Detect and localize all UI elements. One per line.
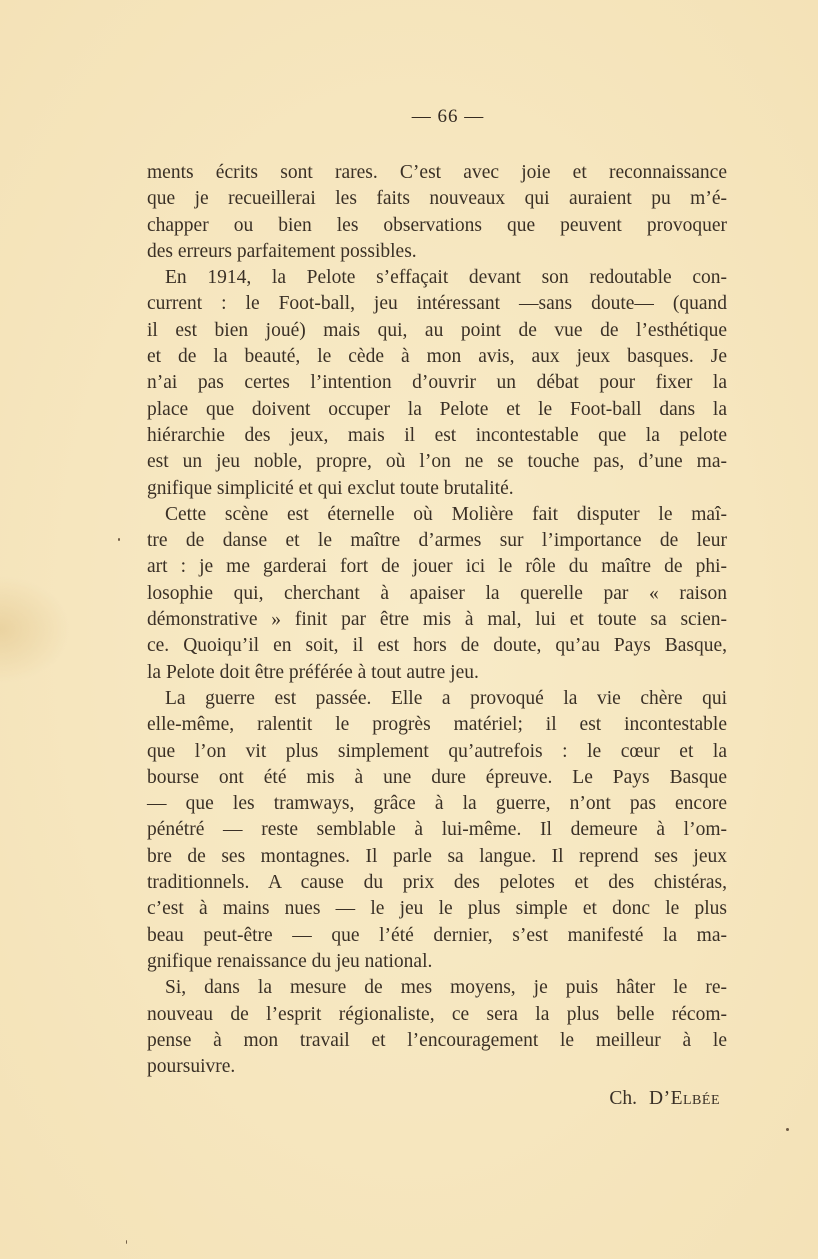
text-line: place que doivent occuper la Pelote et le Foot-ball dans la bbox=[147, 398, 727, 420]
text-line: bre de ses montagnes. Il parle sa langue. Il reprend ses jeux bbox=[147, 845, 727, 867]
text-line: il est bien joué) mais qui, au point de vue de l’esthétique bbox=[147, 319, 727, 341]
text-line: tre de danse et le maître d’armes sur l’importance de leur bbox=[147, 530, 727, 552]
text-line: hiérarchie des jeux, mais il est incontestable que la pelote bbox=[147, 424, 727, 446]
text-line: Si, dans la mesure de mes moyens, je puis hâter le re- bbox=[165, 977, 727, 999]
text-line: Cette scène est éternelle où Molière fait disputer le maî- bbox=[165, 503, 727, 525]
text-line: et de la beauté, le cède à mon avis, aux jeux basques. Je bbox=[147, 346, 727, 368]
text-line: poursuivre. bbox=[147, 1056, 236, 1078]
text-line: art : je me garderai fort de jouer ici le rôle du maître de phi- bbox=[147, 556, 727, 578]
text-line: pense à mon travail et l’encouragement le meilleur à le bbox=[147, 1029, 727, 1051]
text-line: bourse ont été mis à une dure épreuve. Le Pays Basque bbox=[147, 766, 727, 788]
text-line: beau peut-être — que l’été dernier, s’est manifesté la ma- bbox=[147, 924, 727, 946]
text-line: la Pelote doit être préférée à tout autre jeu. bbox=[147, 661, 479, 683]
text-line: gnifique simplicité et qui exclut toute brutalité. bbox=[147, 477, 514, 499]
paper-speck bbox=[126, 1240, 127, 1244]
text-line: nouveau de l’esprit régionaliste, ce sera la plus belle récom- bbox=[147, 1003, 727, 1025]
text-line: elle-même, ralentit le progrès matériel; il est incontestable bbox=[147, 714, 727, 736]
text-line: est un jeu noble, propre, où l’on ne se touche pas, d’une ma- bbox=[147, 451, 727, 473]
text-line: La guerre est passée. Elle a provoqué la vie chère qui bbox=[165, 687, 727, 709]
text-line: des erreurs parfaitement possibles. bbox=[147, 240, 417, 262]
text-line: En 1914, la Pelote s’effaçait devant son redoutable con- bbox=[165, 267, 727, 289]
author-signature bbox=[147, 1088, 720, 1110]
text-line: c’est à mains nues — le jeu le plus simple et donc le plus bbox=[147, 898, 727, 920]
text-line: current : le Foot-ball, jeu intéressant —sans doute— (quand bbox=[147, 293, 727, 315]
paper-speck bbox=[786, 1128, 789, 1131]
text-line: gnifique renaissance du jeu national. bbox=[147, 950, 433, 972]
text-line: pénétré — reste semblable à lui-même. Il demeure à l’om- bbox=[147, 819, 727, 841]
text-line: ments écrits sont rares. C’est avec joie et reconnaissance bbox=[147, 162, 727, 183]
text-line: chapper ou bien les observations que peuvent provoquer bbox=[147, 214, 727, 236]
text-line: traditionnels. A cause du prix des pelotes et des chistéras, bbox=[147, 872, 727, 894]
text-line: que je recueillerai les faits nouveaux qui auraient pu m’é- bbox=[147, 188, 727, 210]
signature-surname: D’Elbée bbox=[649, 1088, 720, 1109]
text-line: — que les tramways, grâce à la guerre, n’ont pas encore bbox=[147, 793, 727, 815]
text-line: ce. Quoiqu’il en soit, il est hors de doute, qu’au Pays Basque, bbox=[147, 635, 727, 657]
page-number: — 66 — bbox=[411, 106, 485, 127]
text-line: que l’on vit plus simplement qu’autrefois : le cœur et la bbox=[147, 740, 727, 762]
text-line: losophie qui, cherchant à apaiser la querelle par « raison bbox=[147, 582, 727, 604]
text-line: n’ai pas certes l’intention d’ouvrir un débat pour fixer la bbox=[147, 372, 727, 394]
body-text bbox=[147, 160, 727, 1080]
text-line: démonstrative » finit par être mis à mal, lui et toute sa scien- bbox=[147, 609, 727, 631]
signature-initials: Ch. bbox=[609, 1088, 638, 1109]
paper-speck bbox=[118, 538, 120, 541]
